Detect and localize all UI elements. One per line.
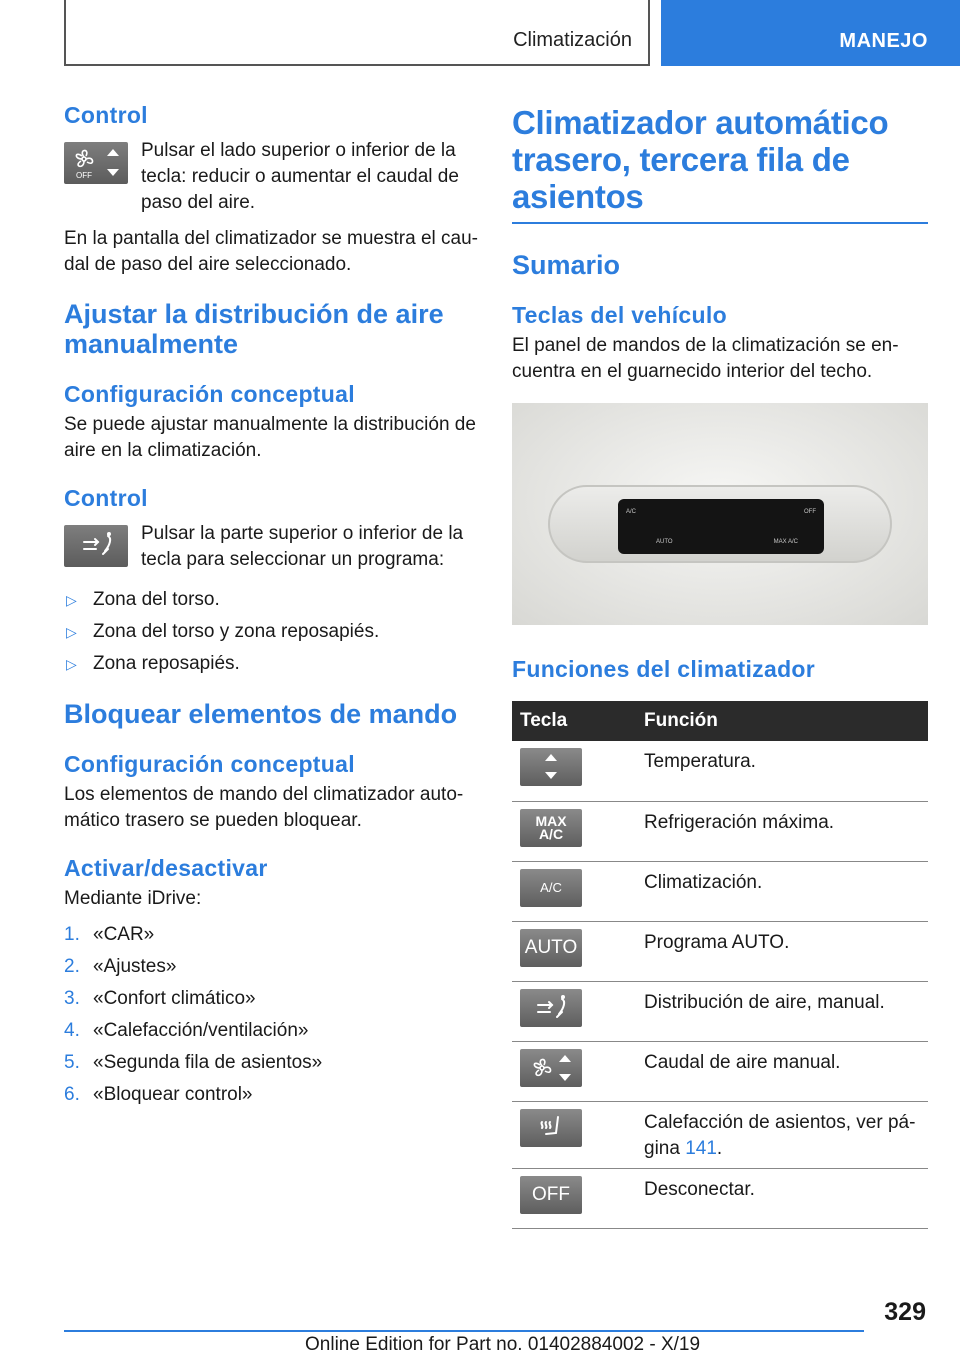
chapter-tab-label: MANEJO bbox=[839, 30, 928, 52]
table-row bbox=[512, 861, 928, 921]
control-heading-1: Control bbox=[64, 102, 148, 128]
function-text: Refrigeración máxima. bbox=[636, 801, 928, 861]
title-rule bbox=[512, 222, 928, 224]
list-item: ▷ Zona del torso. bbox=[64, 587, 478, 613]
air-distribution-key-icon bbox=[64, 525, 128, 567]
control-text-2: Pulsar la parte superior o inferior de la tecla para seleccionar un programa: bbox=[141, 523, 464, 570]
function-text: Programa AUTO. bbox=[636, 921, 928, 981]
ac-icon: A/C bbox=[520, 869, 582, 907]
off-icon: OFF bbox=[520, 1176, 582, 1214]
page-number: 329 bbox=[884, 1298, 926, 1326]
function-text: Caudal de aire manual. bbox=[636, 1041, 928, 1101]
step-item: 2. «Ajustes» bbox=[64, 956, 177, 977]
table-row bbox=[512, 741, 928, 801]
function-text: Calefacción de asientos, ver página 141. bbox=[636, 1101, 928, 1168]
steps-list bbox=[64, 922, 478, 1108]
step-item: 5. «Segunda fila de asientos» bbox=[64, 1052, 323, 1073]
left-column bbox=[64, 100, 478, 1108]
temperature-arrows-icon bbox=[520, 748, 582, 786]
function-text: Distribución de aire, manual. bbox=[636, 981, 928, 1041]
text-configuracion-1: Se puede ajustar manualmente la distribución de aire en la climatización. bbox=[64, 414, 476, 461]
chapter-tab[interactable] bbox=[661, 0, 960, 66]
seat-heating-icon bbox=[520, 1109, 582, 1147]
footer-rule bbox=[64, 1330, 864, 1332]
list-item: ▷ Zona reposapiés. bbox=[64, 651, 478, 677]
function-text: Climatización. bbox=[636, 861, 928, 921]
table-row bbox=[512, 801, 928, 861]
heading-activar: Activar/desactivar bbox=[64, 855, 268, 881]
text-teclas: El panel de mandos de la climatización se encuentra en el guarnecido interior del techo. bbox=[512, 335, 899, 382]
step-item: 3. «Confort climático» bbox=[64, 988, 256, 1009]
bullet-triangle-icon: ▷ bbox=[66, 624, 77, 640]
col-header-funcion: Función bbox=[636, 701, 928, 741]
control-panel-photo bbox=[512, 403, 928, 625]
control-block-2 bbox=[64, 521, 478, 573]
heading-configuracion-2: Configuración conceptual bbox=[64, 751, 355, 777]
bullet-triangle-icon: ▷ bbox=[66, 592, 77, 608]
climate-panel: A/C OFF AUTO MAX A/C bbox=[618, 499, 824, 554]
heading-ajustar: Ajustar la distribución de aire manualmente bbox=[64, 299, 444, 359]
table-row bbox=[512, 1168, 928, 1228]
paragraph-display: En la pantalla del climatizador se muestra el caudal de paso del aire seleccionado. bbox=[64, 228, 478, 275]
table-header-row bbox=[512, 701, 928, 741]
footer-edition: Online Edition for Part no. 01402884002 - X/19 bbox=[305, 1334, 701, 1355]
heading-teclas: Teclas del vehículo bbox=[512, 302, 727, 328]
step-item: 4. «Calefacción/ventilación» bbox=[64, 1020, 309, 1041]
heading-configuracion-1: Configuración conceptual bbox=[64, 381, 355, 407]
heading-funciones: Funciones del climatizador bbox=[512, 656, 816, 682]
control-heading-2: Control bbox=[64, 485, 148, 511]
heading-sumario: Sumario bbox=[512, 250, 621, 280]
function-text: Temperatura. bbox=[636, 741, 928, 801]
table-row bbox=[512, 1101, 928, 1168]
max-ac-icon: MAX A/C bbox=[520, 809, 582, 847]
heading-bloquear: Bloquear elementos de mando bbox=[64, 699, 458, 729]
table-row bbox=[512, 1041, 928, 1101]
right-column bbox=[512, 100, 928, 1229]
text-configuracion-2: Los elementos de mando del climatizador automático trasero se pueden bloquear. bbox=[64, 784, 464, 831]
control-text-1: Pulsar el lado superior o inferior de la tecla: reducir o aumentar el caudal de paso del aire. bbox=[141, 140, 459, 213]
page-title: Climatizador automático trasero, tercera fila de asientos bbox=[512, 104, 889, 215]
step-item: 6. «Bloquear control» bbox=[64, 1084, 253, 1105]
bullet-triangle-icon: ▷ bbox=[66, 656, 77, 672]
page-link[interactable]: 141 bbox=[685, 1137, 717, 1159]
function-text: Desconectar. bbox=[636, 1168, 928, 1228]
step-item: 1. «CAR» bbox=[64, 924, 155, 945]
air-distribution-icon bbox=[520, 989, 582, 1027]
table-row bbox=[512, 921, 928, 981]
header-section-box bbox=[64, 0, 650, 66]
col-header-tecla: Tecla bbox=[512, 701, 636, 741]
fan-off-key-icon bbox=[64, 142, 128, 184]
control-block-1 bbox=[64, 138, 478, 216]
fan-arrows-icon bbox=[520, 1049, 582, 1087]
text-activar: Mediante iDrive: bbox=[64, 888, 202, 909]
bullet-list bbox=[64, 587, 478, 677]
functions-table bbox=[512, 701, 928, 1229]
svg-text:OFF: OFF bbox=[76, 171, 92, 180]
section-title: Climatización bbox=[513, 29, 632, 51]
auto-icon: AUTO bbox=[520, 929, 582, 967]
table-row bbox=[512, 981, 928, 1041]
list-item: ▷ Zona del torso y zona reposapiés. bbox=[64, 619, 478, 645]
